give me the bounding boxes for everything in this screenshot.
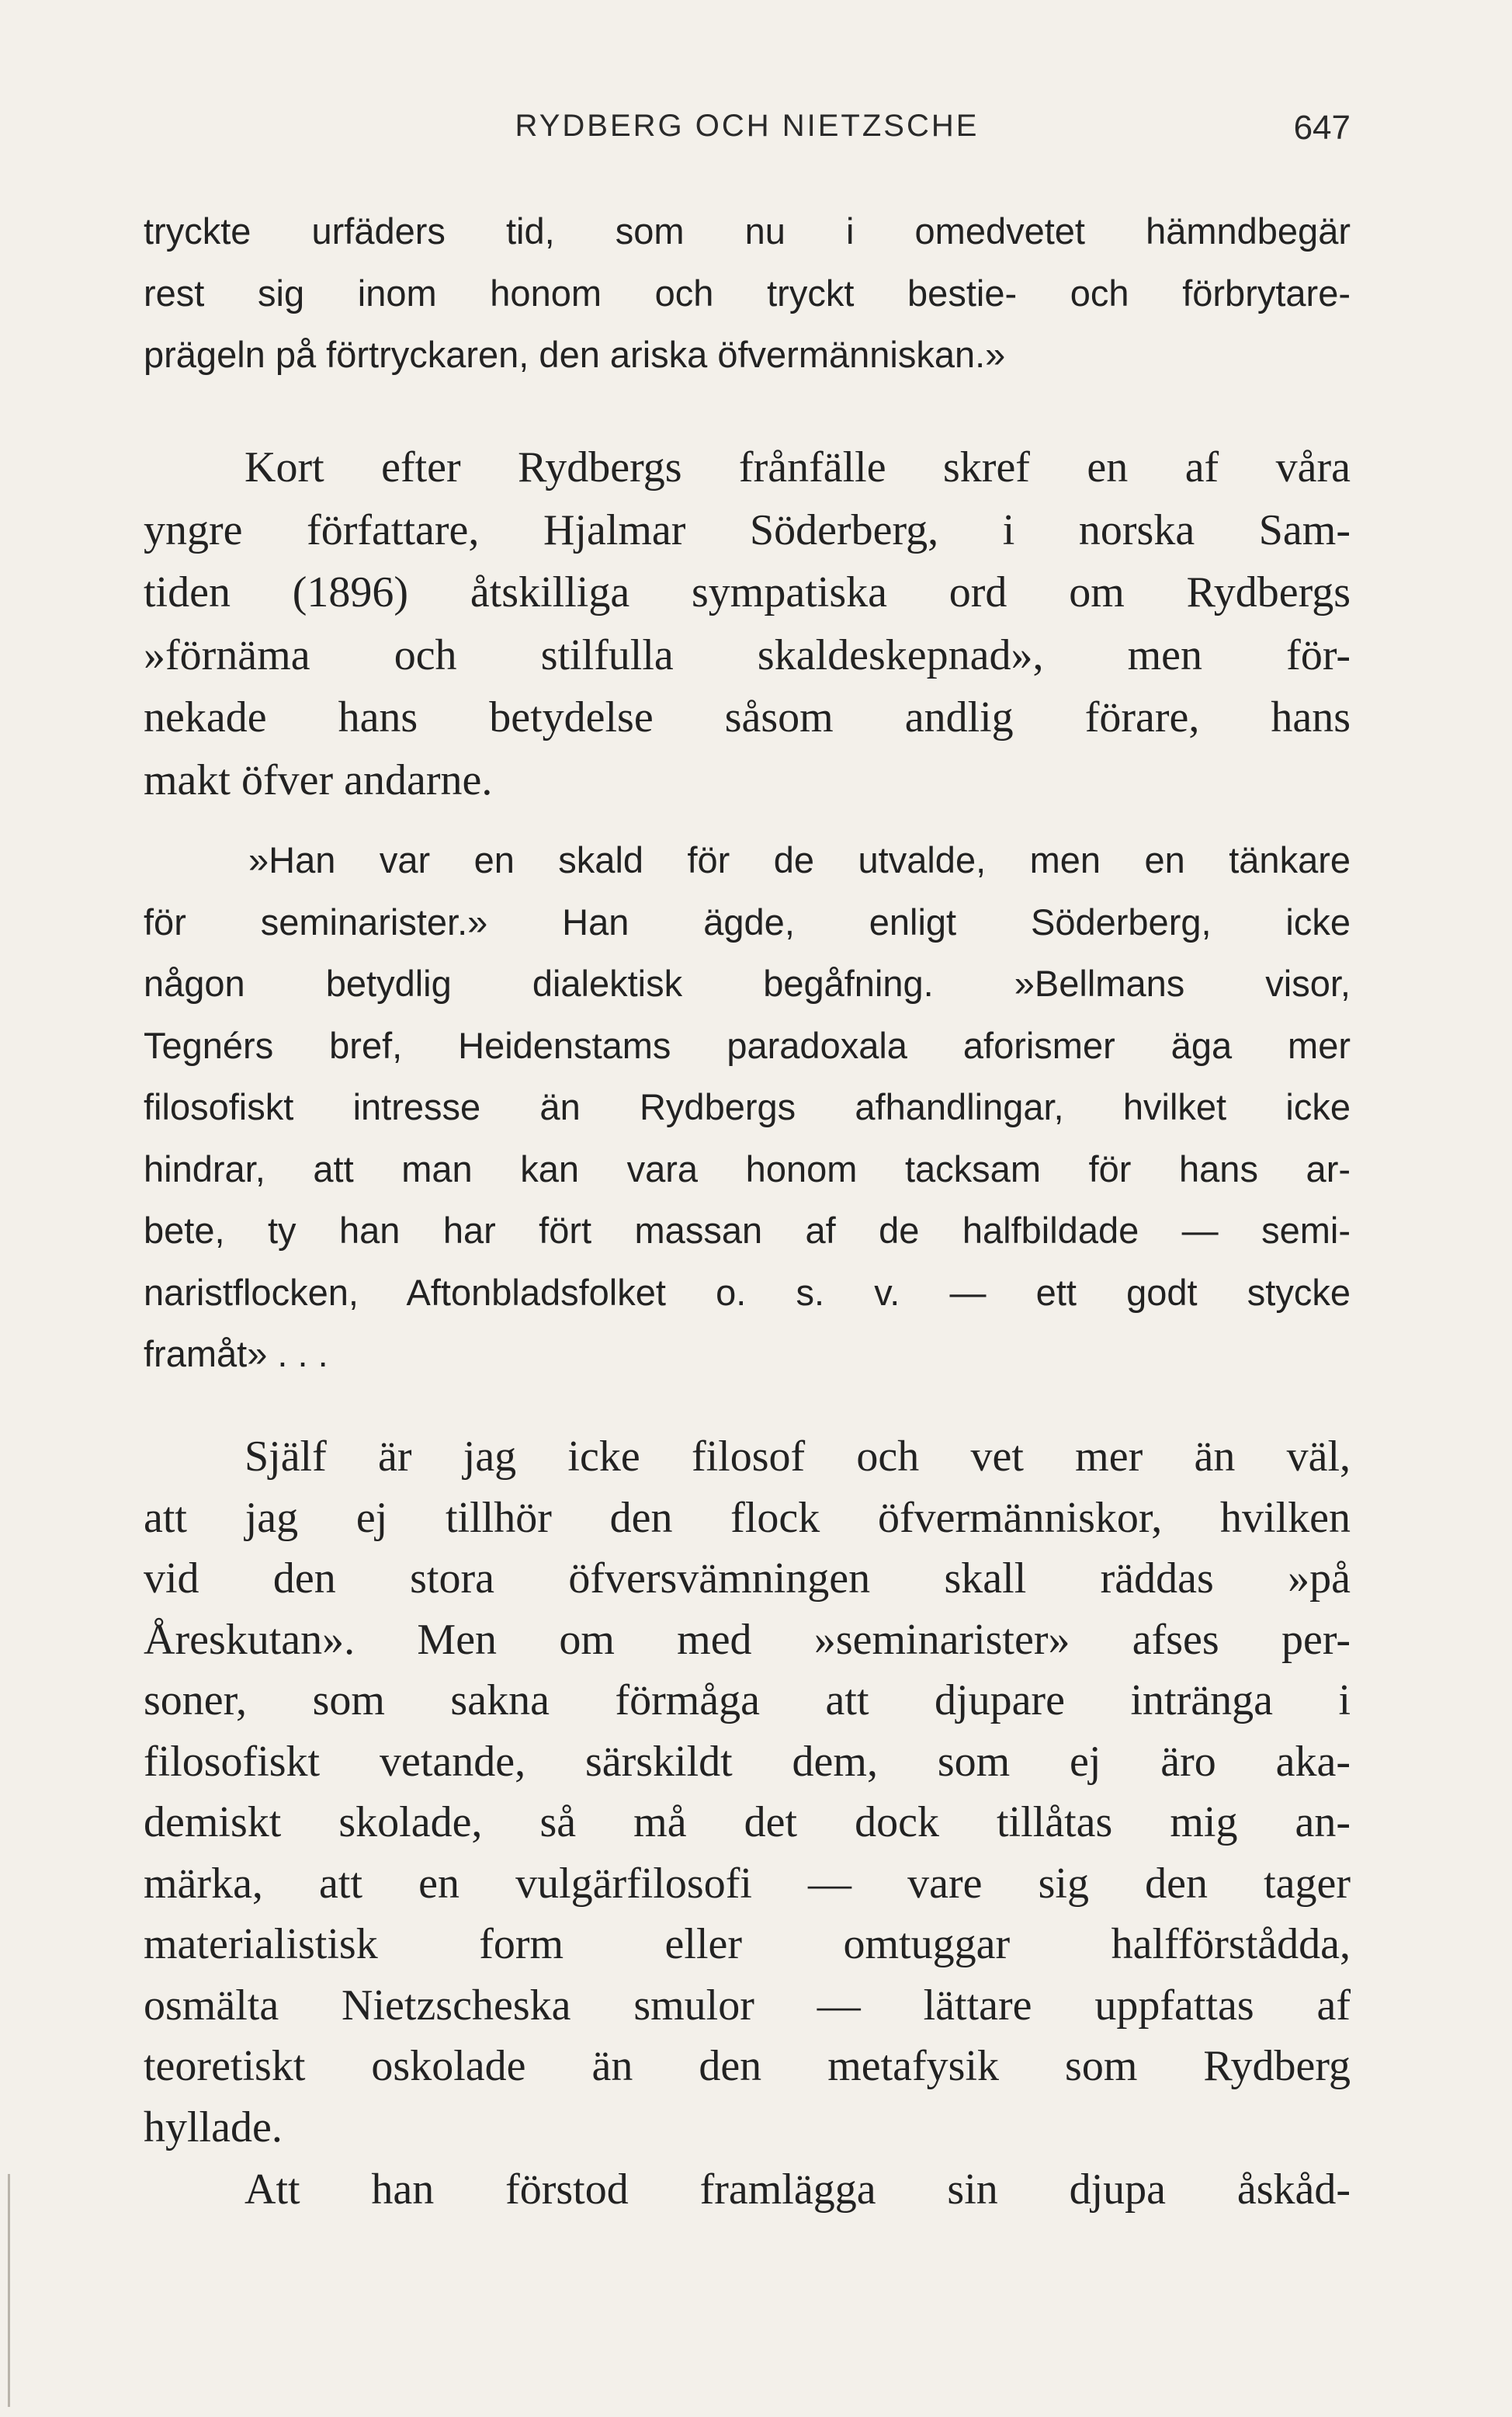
paragraph-author-response [144,1426,1351,2158]
text-line: vid den stora öfversvämningen skall räddas »på [144,1554,1351,1603]
text-line: bete, ty han har fört massan af de halfbildade — semi- [144,1210,1351,1251]
text-line: teoretiskt oskolade än den metafysik som Rydberg [144,2042,1351,2090]
text-line: tiden (1896) åtskilliga sympatiska ord om Rydbergs [144,568,1351,616]
paragraph-soderberg [144,436,1351,811]
paragraph-final [144,2159,1351,2221]
text-line: makt öfver andarne. [144,755,493,804]
text-line: att jag ej tillhör den flock öfvermänniskor, hvilken [144,1493,1351,1542]
paragraph-quote-continuation [144,200,1351,386]
text-line: Att han förstod framlägga sin djupa åskåd- [244,2165,1351,2214]
text-line: märka, att en vulgärfilosofi — vare sig den tager [144,1859,1351,1908]
text-line: naristflocken, Aftonbladsfolket o. s. v. — ett godt stycke [144,1271,1351,1313]
text-line: »förnäma och stilfulla skaldeskepnad», men för- [144,630,1351,679]
text-line: soner, som sakna förmåga att djupare intränga i [144,1676,1351,1724]
running-head: RYDBERG OCH NIETZSCHE [515,109,980,143]
text-line: prägeln på förtryckaren, den ariska öfvermänniskan.» [144,334,1006,375]
text-line: Tegnérs bref, Heidenstams paradoxala aforismer äga mer [144,1024,1351,1066]
text-line: materialistisk form eller omtuggar halfförstådda, [144,1920,1351,1968]
page-header [144,109,1351,155]
text-line: »Han var en skald för de utvalde, men en tänkare [248,839,1351,880]
text-line: filosofiskt vetande, särskildt dem, som ej äro aka- [144,1737,1351,1786]
text-line: hyllade. [144,2103,283,2151]
scan-edge-mark [8,2174,10,2407]
text-line: osmälta Nietzscheska smulor — lättare uppfattas af [144,1981,1351,2030]
text-line: Själf är jag icke filosof och vet mer än väl, [244,1432,1351,1481]
text-line: Åreskutan». Men om med »seminarister» afses per- [144,1615,1351,1664]
paragraph-soderberg-quote [144,829,1351,1385]
text-line: för seminarister.» Han ägde, enligt Söderberg, icke [144,901,1351,943]
text-line: Kort efter Rydbergs frånfälle skref en af våra [244,443,1351,491]
text-line: nekade hans betydelse såsom andlig förare, hans [144,693,1351,741]
text-line: hindrar, att man kan vara honom tacksam för hans ar- [144,1148,1351,1189]
page-number: 647 [1293,109,1351,147]
text-line: tryckte urfäders tid, som nu i omedvetet hämndbegär [144,210,1351,252]
text-line: någon betydlig dialektisk begåfning. »Bellmans visor, [144,963,1351,1004]
text-line: filosofiskt intresse än Rydbergs afhandlingar, hvilket icke [144,1086,1351,1127]
text-line: framåt» . . . [144,1333,328,1374]
text-line: yngre författare, Hjalmar Söderberg, i norska Sam- [144,505,1351,554]
text-line: demiskt skolade, så må det dock tillåtas mig an- [144,1798,1351,1846]
text-line: rest sig inom honom och tryckt bestie- och förbrytare- [144,272,1351,314]
